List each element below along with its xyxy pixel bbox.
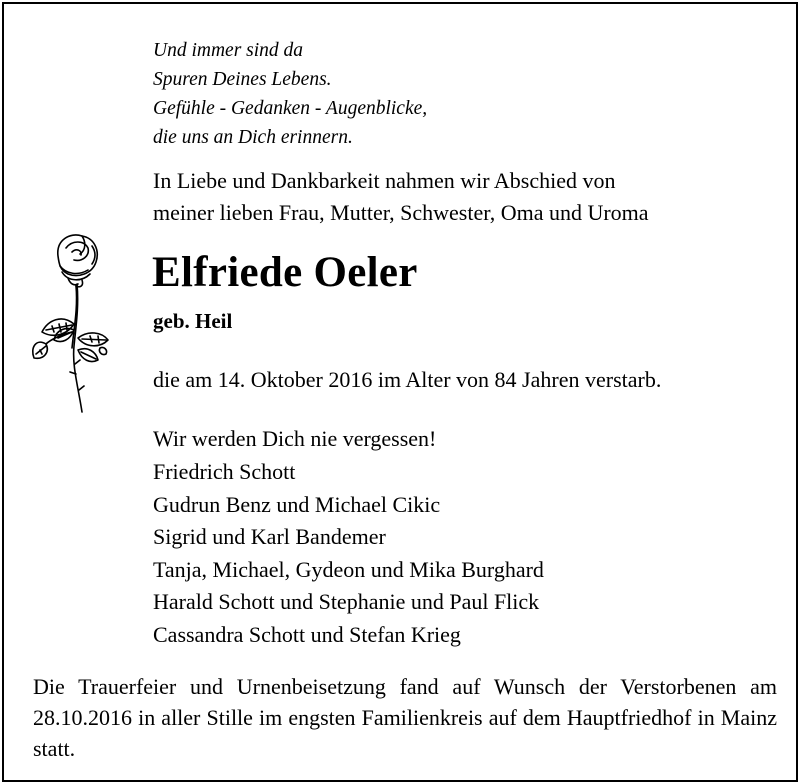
funeral-notice: Die Trauerfeier und Urnenbeisetzung fand auf Wunsch der Verstorbenen am 28.10.2016 in aller Stille im engsten Familienkreis auf dem Hauptfriedhof in Mainz statt. <box>33 674 777 761</box>
mourner-name: Harald Schott und Stephanie und Paul Flick <box>153 589 540 614</box>
intro-text <box>153 165 649 229</box>
deceased-name: Elfriede Oeler <box>152 249 418 296</box>
maiden-name: geb. Heil <box>153 309 233 333</box>
poem-line: die uns an Dich erinnern. <box>153 127 353 148</box>
mourner-name: Sigrid und Karl Bandemer <box>153 524 386 549</box>
obituary-frame <box>2 2 798 782</box>
intro-line: meiner lieben Frau, Mutter, Schwester, Oma und Uroma <box>153 200 649 225</box>
poem <box>153 36 427 152</box>
rose-icon <box>26 226 116 416</box>
farewell-line: Wir werden Dich nie vergessen! <box>153 426 437 451</box>
intro-line: In Liebe und Dankbarkeit nahmen wir Abschied von <box>153 168 616 193</box>
poem-line: Spuren Deines Lebens. <box>153 69 332 90</box>
mourner-name: Tanja, Michael, Gydeon und Mika Burghard <box>153 556 544 582</box>
death-line: die am 14. Oktober 2016 im Alter von 84 Jahren verstarb. <box>153 367 662 392</box>
poem-line: Und immer sind da <box>153 40 304 61</box>
poem-line: Gefühle - Gedanken - Augenblicke, <box>153 98 428 119</box>
mourner-name: Gudrun Benz und Michael Cikic <box>153 491 441 517</box>
mourners-list <box>153 456 544 651</box>
mourner-name: Cassandra Schott und Stefan Krieg <box>153 621 461 647</box>
mourner-name: Friedrich Schott <box>153 459 296 484</box>
